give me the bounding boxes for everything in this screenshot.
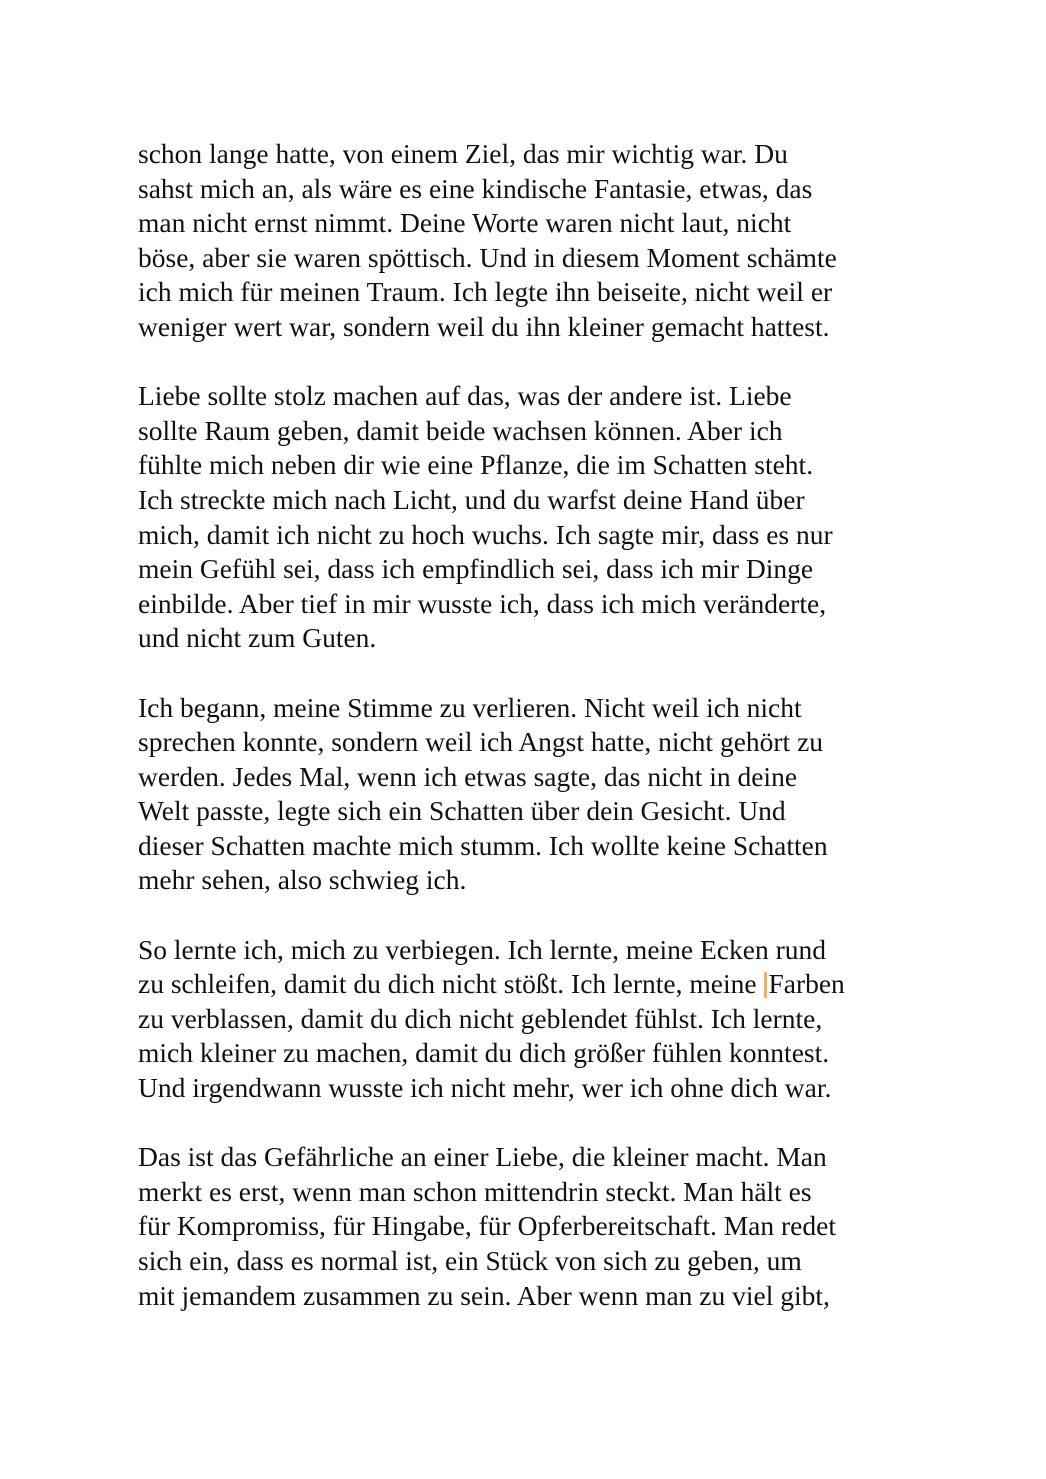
- document-body[interactable]: [138, 137, 928, 1348]
- text-line: mein Gefühl sei, dass ich empfindlich sei, dass ich mir Dinge: [138, 553, 814, 585]
- text-line: mehr sehen, also schwieg ich.: [138, 864, 467, 896]
- paragraph-3: [138, 691, 928, 899]
- text-line: einbilde. Aber tief in mir wusste ich, dass ich mich veränderte,: [138, 587, 827, 619]
- text-line: Liebe sollte stolz machen auf das, was der andere ist. Liebe: [138, 380, 792, 412]
- text-line: mich, damit ich nicht zu hoch wuchs. Ich sagte mir, dass es nur: [138, 518, 833, 550]
- text-line: dieser Schatten machte mich stumm. Ich wollte keine Schatten: [138, 829, 828, 861]
- paragraph-1: [138, 137, 928, 345]
- text-line: mich kleiner zu machen, damit du dich größer fühlen konntest.: [138, 1037, 830, 1069]
- text-line: Welt passte, legte sich ein Schatten über dein Gesicht. Und: [138, 795, 786, 827]
- text-line: werden. Jedes Mal, wenn ich etwas sagte, das nicht in deine: [138, 760, 798, 792]
- paragraph-4: [138, 933, 928, 1106]
- text-segment: Farben: [768, 968, 845, 1000]
- text-line: schon lange hatte, von einem Ziel, das mir wichtig war. Du: [138, 138, 788, 169]
- text-line: weniger wert war, sondern weil du ihn kleiner gemacht hattest.: [138, 310, 830, 342]
- text-line: Das ist das Gefährliche an einer Liebe, die kleiner macht. Man: [138, 1141, 827, 1173]
- text-line-with-caret: [138, 967, 928, 1002]
- text-line: Ich streckte mich nach Licht, und du warfst deine Hand über: [138, 483, 805, 515]
- text-line: mit jemandem zusammen zu sein. Aber wenn man zu viel gibt,: [138, 1279, 830, 1311]
- text-line: böse, aber sie waren spöttisch. Und in diesem Moment schämte: [138, 241, 837, 273]
- text-line: man nicht ernst nimmt. Deine Worte waren nicht laut, nicht: [138, 207, 792, 239]
- text-line: sprechen konnte, sondern weil ich Angst hatte, nicht gehört zu: [138, 726, 824, 758]
- text-line: So lernte ich, mich zu verbiegen. Ich lernte, meine Ecken rund: [138, 933, 826, 965]
- text-line: Und irgendwann wusste ich nicht mehr, wer ich ohne dich war.: [138, 1072, 832, 1104]
- text-line: und nicht zum Guten.: [138, 622, 377, 654]
- text-segment: zu schleifen, damit du dich nicht stößt. Ich lernte, meine: [138, 968, 764, 1000]
- text-line: fühlte mich neben dir wie eine Pflanze, die im Schatten steht.: [138, 449, 814, 481]
- text-line: sahst mich an, als wäre es eine kindische Fantasie, etwas, das: [138, 172, 813, 204]
- paragraph-5: [138, 1140, 928, 1313]
- text-line: Ich begann, meine Stimme zu verlieren. Nicht weil ich nicht: [138, 691, 802, 723]
- text-line: ich mich für meinen Traum. Ich legte ihn beiseite, nicht weil er: [138, 276, 833, 308]
- paragraph-2: [138, 379, 928, 656]
- text-cursor-caret: [764, 972, 767, 998]
- text-line: zu verblassen, damit du dich nicht geblendet fühlst. Ich lernte,: [138, 1002, 823, 1034]
- text-line: für Kompromiss, für Hingabe, für Opferbereitschaft. Man redet: [138, 1210, 836, 1242]
- text-line: sollte Raum geben, damit beide wachsen können. Aber ich: [138, 414, 783, 446]
- text-line: sich ein, dass es normal ist, ein Stück von sich zu geben, um: [138, 1245, 802, 1276]
- text-line: merkt es erst, wenn man schon mittendrin steckt. Man hält es: [138, 1175, 812, 1207]
